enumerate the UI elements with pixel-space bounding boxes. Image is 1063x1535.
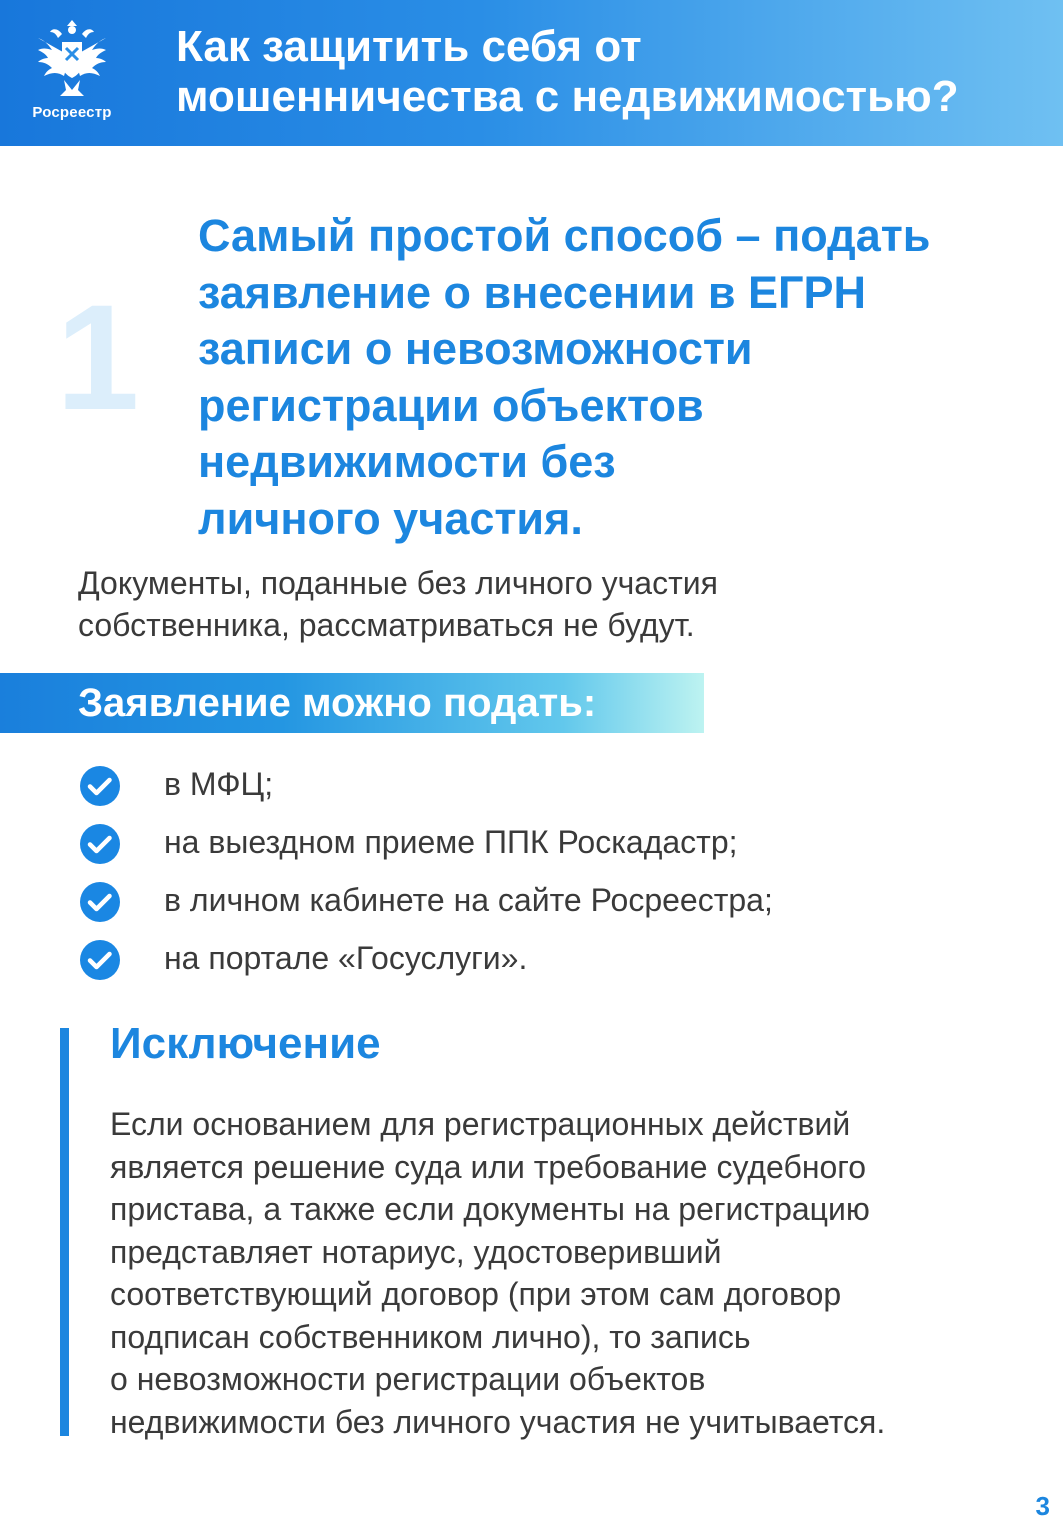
lead-line: недвижимости без [198, 436, 616, 487]
exception-text [110, 1103, 1010, 1443]
list-item-label: в МФЦ; [164, 766, 274, 802]
exception-line: пристава, а также если документы на регистрацию [110, 1191, 870, 1227]
note-line: собственника, рассматриваться не будут. [78, 607, 695, 643]
page-title-line: Как защитить себя от [176, 22, 642, 71]
exception-line: о невозможности регистрации объектов [110, 1361, 706, 1397]
submit-section-banner [0, 673, 704, 733]
emblem-icon [34, 16, 110, 102]
lead-line: записи о невозможности [198, 323, 753, 374]
submit-section-title: Заявление можно подать: [78, 681, 597, 725]
step-note [78, 562, 978, 646]
step-number: 1 [56, 273, 140, 441]
exception-title: Исключение [110, 1019, 381, 1068]
check-circle-icon [80, 824, 120, 864]
check-circle-icon [80, 940, 120, 980]
exception-line: соответствующий договор (при этом сам договор [110, 1276, 842, 1312]
exception-line: подписан собственником лично), то запись [110, 1318, 751, 1355]
exception-accent-bar [60, 1028, 69, 1436]
lead-line: заявление о внесении в ЕГРН [198, 266, 867, 318]
exception-line: недвижимости без личного участия не учитывается. [110, 1403, 886, 1440]
logo-text: Росреестр [32, 104, 112, 121]
list-item-label: на выездном приеме ППК Роскадастр; [164, 824, 738, 860]
list-item [0, 756, 1000, 812]
list-item [0, 930, 1000, 986]
page-title [176, 22, 1046, 122]
page-number: 3 [1035, 1491, 1050, 1521]
note-line: Документы, поданные без личного участия [78, 565, 718, 601]
step-lead-text [198, 208, 1028, 547]
check-circle-icon [80, 766, 120, 806]
lead-line: Самый простой способ – подать [198, 210, 931, 261]
exception-line: Если основанием для регистрационных действий [110, 1106, 851, 1142]
list-item [0, 872, 1000, 928]
list-item-label: в личном кабинете на сайте Росреестра; [164, 882, 773, 918]
header-bar [0, 0, 1063, 146]
list-item-label: на портале «Госуслуги». [164, 940, 528, 976]
exception-line: является решение суда или требование судебного [110, 1148, 867, 1185]
rosreestr-logo [24, 16, 120, 126]
lead-line: регистрации объектов [198, 379, 704, 431]
page-title-line: мошенничества с недвижимостью? [176, 72, 959, 121]
check-circle-icon [80, 882, 120, 922]
exception-line: представляет нотариус, удостоверивший [110, 1233, 722, 1270]
lead-line: личного участия. [198, 492, 583, 544]
list-item [0, 814, 1000, 870]
